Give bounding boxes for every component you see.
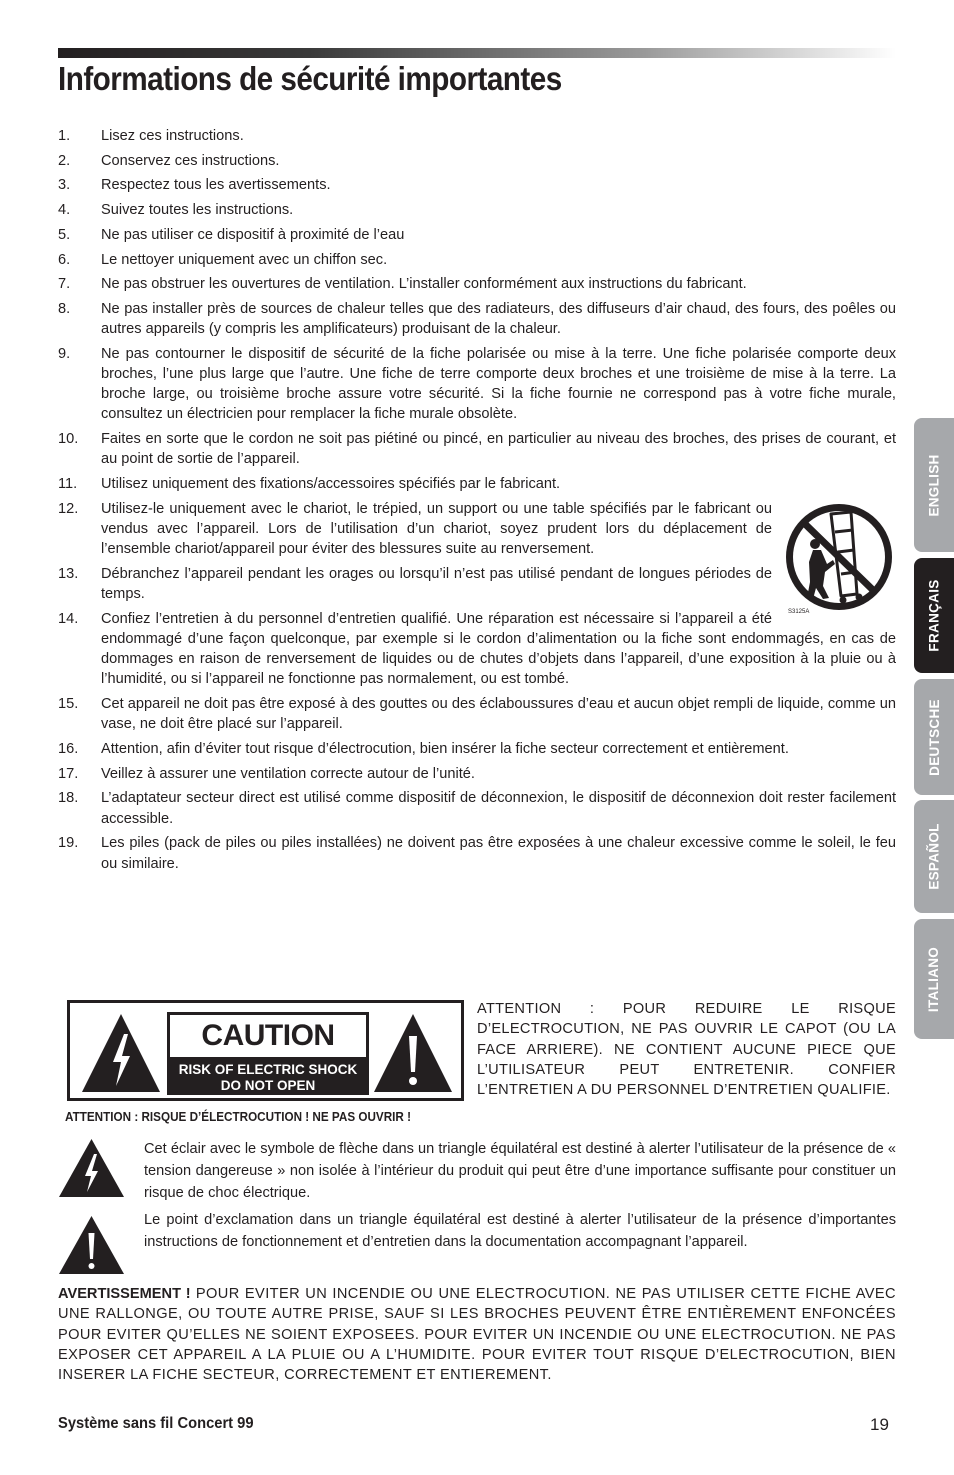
list-item: 13. Débranchez l’appareil pendant les orages ou lorsqu’il n’est pas utilisé pendant de longues périodes de temps. [58, 565, 772, 603]
tab-english[interactable]: ENGLISH [914, 418, 954, 552]
list-item: 2. Conservez ces instructions. [58, 152, 280, 169]
list-item: 16. Attention, afin d’éviter tout risque d’électrocution, bien insérer la fiche secteur correctement et entièrement. [58, 740, 789, 757]
tab-italiano[interactable]: ITALIANO [914, 919, 954, 1039]
caution-side-text: ATTENTION : POUR REDUIRE LE RISQUE D’ELECTROCUTION, NE PAS OUVRIR LE CAPOT (OU LA FACE ARRIERE). NE CONTIENT AUCUNE PIECE QUE L’UTILISATEUR PEUT ENTRETENIR. CONFIER L’ENTRETIEN A DU PERSONNEL D’ENTRETIEN QUALIFIE. [477, 1001, 896, 1099]
exclamation-triangle-icon [58, 1215, 125, 1275]
list-item: 9. Ne pas contourner le dispositif de sécurité de la fiche polarisée ou mise à la terre. Une fiche polarisée comporte deux broches, l’une plus large que l’autre. Une fiche de terre comporte deux broches et une troisième de mise à la terre. La broche large, ou troisième broche assure votre sécurité. Si la fiche fournie ne correspond pas à votre fiche murale, consultez un électricien pour remplacer la fiche murale obsolète. [58, 345, 896, 423]
instruction-list [58, 126, 896, 878]
caution-label [167, 1012, 369, 1095]
tab-espanol[interactable]: ESPAÑOL [914, 800, 954, 913]
caution-subtext: RISK OF ELECTRIC SHOCK DO NOT OPEN [178, 1062, 358, 1093]
list-item: 3. Respectez tous les avertissements. [58, 177, 331, 194]
list-item: 7. Ne pas obstruer les ouvertures de ventilation. L’installer conformément aux instructions du fabricant. [58, 276, 747, 293]
list-item: 1. Lisez ces instructions. [58, 128, 244, 144]
cart-symbol-code: S3125A [788, 609, 810, 615]
exclamation-description: Le point d’exclamation dans un triangle équilatéral est destiné à alerter l’utilisateur de la présence d’importantes instructions de fonctionnement et d’entretien dans la documentation accompagnant l’appareil. [144, 1212, 896, 1250]
list-item: 14. Confiez l’entretien à du personnel d’entretien qualifié. Une réparation est nécessaire si l’appareil a été endommagé d’une façon quelconque, par exemple si le cordon d’alimentation ou la fiche sont endommagés, en cas de dommages en raison de renversement de liquides ou de chutes d’objets dans l’appareil, d’une exposition à la pluie ou à l’humidité, ou si l’appareil ne fonctionne pas normalement, ou est tombé. [58, 610, 896, 688]
lightning-description: Cet éclair avec le symbole de flèche dans un triangle équilatéral est destiné à alerter l’utilisateur de la présence de « tension dangereuse » non isolée à l’intérieur du produit qui peut être d’une importance suffisante pour constituer un risque de choc électrique. [144, 1141, 896, 1201]
lightning-triangle-icon [80, 1012, 162, 1094]
page-number: 19 [870, 1415, 889, 1434]
list-item: 19. Les piles (pack de piles ou piles installées) ne doivent pas être exposées à une chaleur excessive comme le soleil, le feu ou similaire. [58, 835, 896, 872]
warning-label: AVERTISSEMENT ! [58, 1286, 191, 1302]
list-item: 8. Ne pas installer près de sources de chaleur telles que des radiateurs, des diffuseurs d’air chaud, des fours, des poêles ou autres appareils (y compris les amplificateurs) produisant de la chaleur. [58, 300, 896, 338]
caution-label-box [67, 1000, 464, 1101]
list-item: 18. L’adaptateur secteur direct est utilisé comme dispositif de déconnexion, le dispositif de déconnexion doit rester facilement accessible. [58, 790, 896, 827]
list-item: 10. Faites en sorte que le cordon ne soit pas piétiné ou pincé, en particulier au niveau des broches, des prises de courant, et au point de sortie de l’appareil. [58, 431, 896, 468]
fire-shock-warning: AVERTISSEMENT ! POUR EVITER UN INCENDIE OU UNE ELECTROCUTION. NE PAS UTILISER CETTE FICHE AVEC UNE RALLONGE, OU TOUTE AUTRE PRISE, SAUF SI LES BROCHES PEUVENT ÊTRE ENTIÈREMENT ENFONCÉES POUR EVITER QU’ELLES NE SOIENT EXPOSEES. POUR EVITER UN INCENDIE OU UNE ELECTROCUTION. NE PAS EXPOSER CET APPAREIL A LA PLUIE OU A L’HUMIDITE. POUR EVITER TOUT RISQUE D’ELECTROCUTION, BIEN INSERER LA FICHE SECTEUR, CORRECTEMENT ET ENTIEREMENT. [58, 1286, 896, 1384]
list-item: 15. Cet appareil ne doit pas être exposé à des gouttes ou des éclaboussures d’eau et aucun objet rempli de liquide, comme un vase, ne doit être placé sur l’appareil. [58, 696, 896, 733]
footer-product-name: Système sans fil Concert 99 [58, 1415, 254, 1432]
lightning-triangle-icon [58, 1138, 125, 1198]
list-item: 4. Suivez toutes les instructions. [58, 202, 294, 219]
list-item: 5. Ne pas utiliser ce dispositif à proximité de l’eau [58, 226, 405, 243]
list-item: 6. Le nettoyer uniquement avec un chiffon sec. [58, 251, 388, 268]
header-gradient-bar [58, 48, 896, 58]
tab-francais[interactable]: FRANÇAIS [914, 558, 954, 673]
tab-deutsche[interactable]: DEUTSCHE [914, 679, 954, 795]
exclamation-triangle-icon [372, 1012, 454, 1094]
page-title: Informations de sécurité importantes [58, 60, 562, 97]
caution-caption: ATTENTION : RISQUE D’ÉLECTROCUTION ! NE PAS OUVRIR ! [65, 1109, 412, 1124]
caution-word: CAUTION [170, 1015, 366, 1057]
list-item: 12. Utilisez-le uniquement avec le chariot, le trépied, un support ou une table spécifiés par le fabricant ou vendus avec l’appareil. Lors de l’utilisation d’un chariot, soyez prudent lors du déplacement de l’ensemble chariot/appareil pour éviter des blessures suite au renversement. [58, 500, 772, 558]
cart-tip-over-warning-icon [783, 502, 897, 616]
list-item: 17. Veillez à assurer une ventilation correcte autour de l’unité. [58, 765, 475, 782]
list-item: 11. Utilisez uniquement des fixations/accessoires spécifiés par le fabricant. [58, 476, 561, 493]
